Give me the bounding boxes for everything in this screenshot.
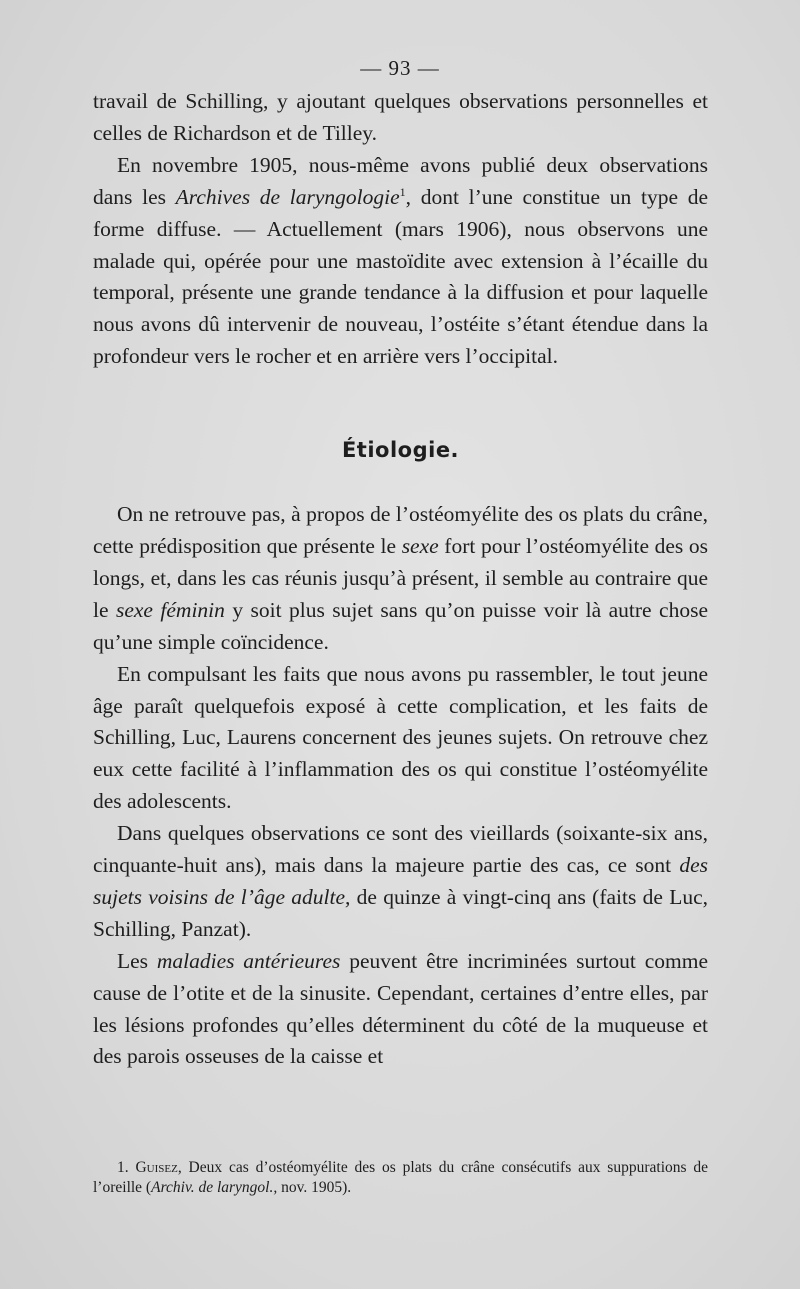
paragraph-text: En compulsant les faits que nous avons pu rassembler, le tout jeune âge paraît quelquefois exposé à cette complication, et les faits de Schilling, Luc, Laurens concernent des jeunes sujets. On retrouve chez eux cette facilité à l’inflammation des os qui constitue l’ostéomyélite des adolescents. [93, 661, 708, 814]
paragraph-text: fort pour l’ostéomyélite des os longs, et, dans les cas réunis jusqu’à présent, il semble au contraire que le [93, 533, 708, 622]
footnote-body: Deux cas d’ostéomyélite des os plats du crâne consécutifs aux suppurations de l’oreille ( [93, 1159, 709, 1196]
page-body [93, 86, 708, 1073]
footnote-ref: 1 [399, 184, 406, 199]
footnote-text [93, 1158, 708, 1198]
section-heading: Étiologie. [341, 438, 460, 463]
paragraph-text: Dans quelques observations ce sont des vieillards (soixante-six ans, cinquante-huit ans), mais dans la majeure partie des cas, ce sont [93, 821, 708, 878]
emphasis-text: maladies antérieures [156, 948, 341, 973]
footnote-number: 1. [117, 1159, 129, 1176]
paragraph-age [93, 659, 708, 819]
paragraph-text: y soit plus sujet sans qu’on puisse voir là autre chose qu’une simple coïncidence. [93, 597, 708, 654]
paragraph-text: Les [117, 948, 157, 973]
footnote-journal: Archiv. de laryngol., [151, 1179, 278, 1196]
emphasis-text: des sujets voisins de l’âge adulte, [93, 853, 708, 909]
footnote-author: Guisez, [135, 1159, 182, 1176]
paragraph-text: En novembre 1905, nous-même avons publié deux observations dans les [93, 152, 708, 209]
page-number: — 93 — [360, 56, 440, 80]
paragraph-elderly [93, 818, 708, 946]
paragraph-text: de quinze à vingt-cinq ans (faits de Luc, Schilling, Panzat). [93, 884, 708, 941]
paragraph-continuation [93, 86, 708, 150]
emphasis-text: sexe [401, 533, 439, 558]
paragraph-prior-diseases [93, 946, 708, 1074]
emphasis-text: sexe féminin [115, 597, 225, 622]
journal-title: Archives de laryngologie [175, 184, 400, 209]
paragraph-text: , dont l’une constitue un type de forme diffuse. — Actuellement (mars 1906), nous observons une malade qui, opérée pour une mastoïdite avec extension à l’écaille du temporal, présente une grande tendance à la diffusion et pour laquelle nous avons dû intervenir de nouveau, l’ostéite s’étant étendue dans la profondeur vers le rocher et en arrière vers l’occipital. [93, 184, 708, 369]
footnote [93, 1158, 708, 1198]
paragraph-sex [93, 499, 708, 659]
paragraph-text: travail de Schilling, y ajoutant quelques observations personnelles et celles de Richardson et de Tilley. [93, 89, 708, 145]
paragraph-own-observations [93, 150, 708, 373]
paragraph-text: peuvent être incriminées surtout comme cause de l’otite et de la sinusite. Cependant, certaines d’entre elles, par les lésions profondes qu’elles déterminent du côté de la muqueuse et des parois osseuses de la caisse et [93, 948, 708, 1069]
paragraph-text: On ne retrouve pas, à propos de l’ostéomyélite des os plats du crâne, cette prédisposition que présente le [93, 502, 708, 558]
footnote-body: nov. 1905). [277, 1179, 352, 1196]
